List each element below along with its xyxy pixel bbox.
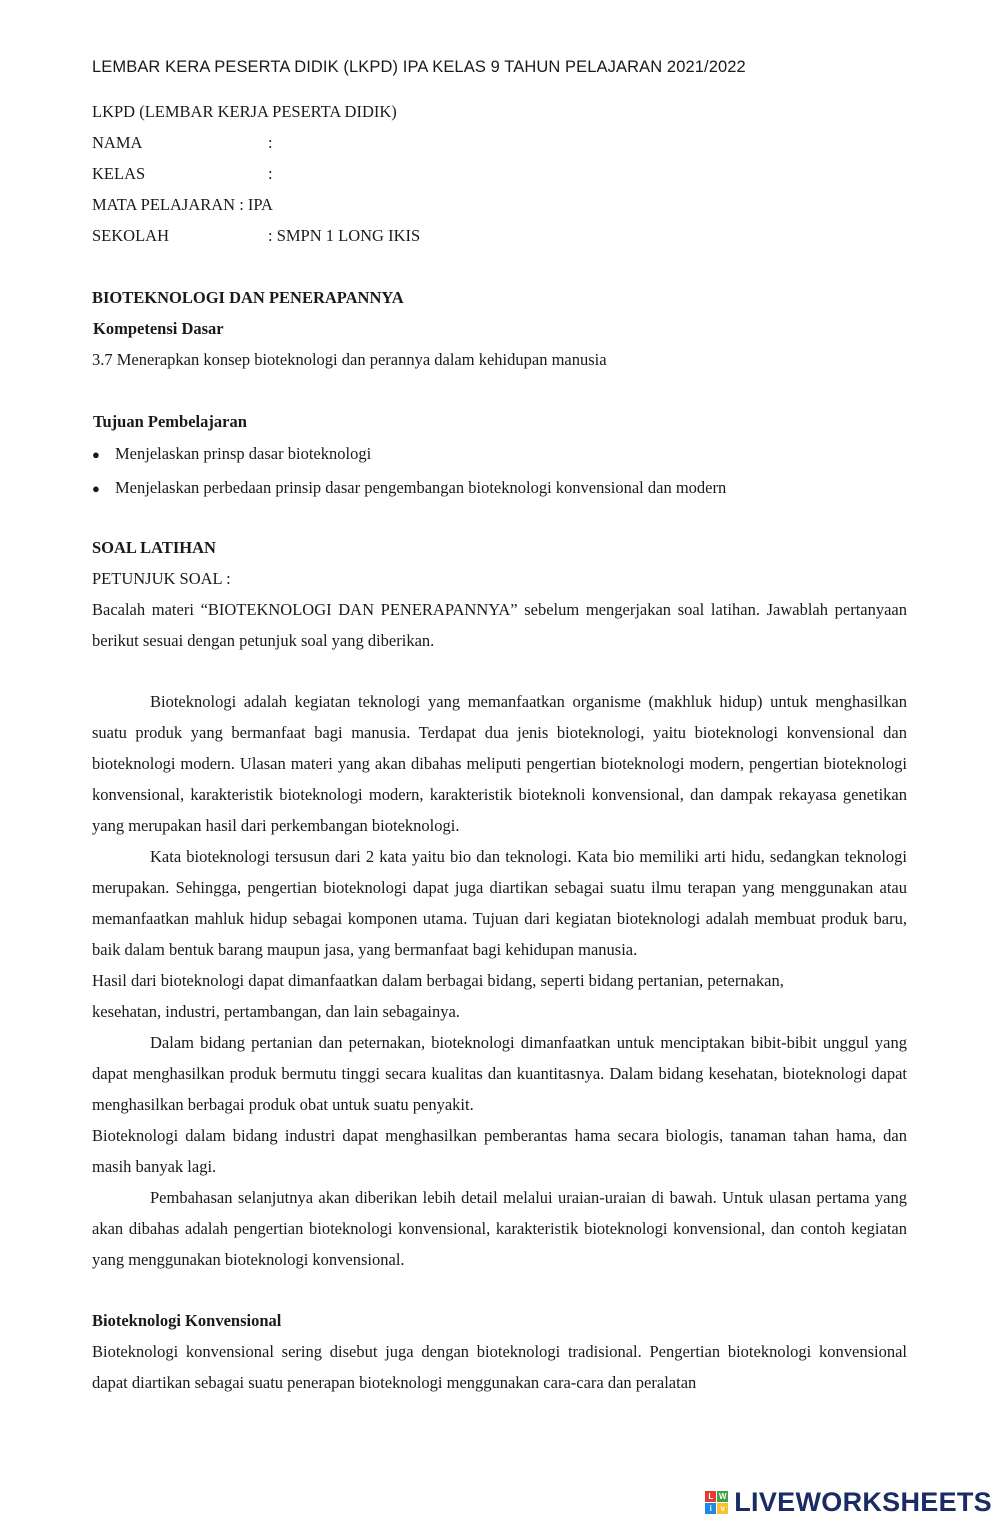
field-label-kelas: KELAS: [92, 164, 146, 183]
field-value-kelas: :: [268, 164, 273, 183]
material-body: [92, 686, 907, 1275]
conventional-heading: Bioteknologi Konvensional: [92, 1311, 282, 1330]
objective-item: Menjelaskan perbedaan prinsip dasar pengembangan bioteknologi konvensional dan modern: [115, 478, 727, 497]
instruction-paragraph: Bacalah materi “BIOTEKNOLOGI DAN PENERAPANNYA” sebelum mengerjakan soal latihan. Jawablah pertanyaan berikut sesuai dengan petunjuk soal yang diberikan.: [92, 600, 907, 650]
material-paragraph-3: Dalam bidang pertanian dan peternakan, bioteknologi dimanfaatkan untuk menciptakan bibit-bibit unggul yang dapat menghasilkan produk bermutu tinggi secara kualitas dan kuantitasnya. Dalam bidang kesehatan, bioteknologi dapat menghasilkan berbagai produk obat untuk suatu penyakit.: [92, 1033, 907, 1114]
kd-text: 3.7 Menerapkan konsep bioteknologi dan perannya dalam kehidupan manusia: [92, 350, 607, 369]
material-paragraph-2-cont: Hasil dari bioteknologi dapat dimanfaatkan dalam berbagai bidang, seperti bidang pertanian, peternakan,: [92, 971, 784, 990]
worksheet-header: LEMBAR KERA PESERTA DIDIK (LKPD) IPA KELAS 9 TAHUN PELAJARAN 2021/2022: [92, 58, 746, 76]
logo-tile: i: [705, 1503, 716, 1514]
kd-heading: Kompetensi Dasar: [93, 319, 224, 338]
logo-tile: v: [717, 1503, 728, 1514]
material-paragraph-5: Pembahasan selanjutnya akan diberikan lebih detail melalui uraian-uraian di bawah. Untuk ulasan pertama yang akan dibahas adalah pengertian bioteknologi konvensional, karakteristik bioteknologi konvensional, dan contoh kegiatan yang menggunakan bioteknologi konvensional.: [92, 1188, 907, 1269]
liveworksheets-logo: [705, 1487, 992, 1518]
field-label-mata-pelajaran: MATA PELAJARAN : IPA: [92, 195, 273, 214]
logo-tile: L: [705, 1491, 716, 1502]
conventional-paragraph: Bioteknologi konvensional sering disebut juga dengan bioteknologi tradisional. Pengertian bioteknologi konvensional dapat diartikan sebagai suatu penerapan bioteknologi menggunakan cara-cara dan peralatan: [92, 1342, 907, 1392]
material-paragraph-1: Bioteknologi adalah kegiatan teknologi yang memanfaatkan organisme (makhluk hidup) untuk menghasilkan suatu produk yang bermanfaat bagi manusia. Terdapat dua jenis bioteknologi, yaitu bioteknologi konvensional dan bioteknologi modern. Ulasan materi yang akan dibahas meliputi pengertian bioteknologi modern, pengertian bioteknologi konvensional, karakteristik bioteknologi modern, karakteristik bioteknoli konvensional, dan dampak rekayasa genetikan yang merupakan hasil dari perkembangan bioteknologi.: [92, 692, 907, 835]
liveworksheets-wordmark: LIVEWORKSHEETS: [734, 1487, 992, 1517]
material-paragraph-2: Kata bioteknologi tersusun dari 2 kata yaitu bio dan teknologi. Kata bio memiliki arti hidu, sedangkan teknologi merupakan. Sehingga, pengertian bioteknologi dapat juga diartikan sebagai suatu ilmu terapan yang menggunakan atau memanfaatkan mahluk hidup sebagai komponen utama. Tujuan dari kegiatan bioteknologi adalah membuat produk baru, baik dalam bentuk barang maupun jasa, yang bermanfaat bagi kehidupan manusia.: [92, 847, 907, 959]
field-value-nama: :: [268, 133, 273, 152]
topic-title: BIOTEKNOLOGI DAN PENERAPANNYA: [92, 288, 404, 307]
bullet-icon: ●: [92, 481, 100, 496]
instruction-label: PETUNJUK SOAL :: [92, 569, 231, 588]
field-value-sekolah: : SMPN 1 LONG IKIS: [268, 226, 421, 245]
bullet-icon: ●: [92, 447, 100, 462]
lkpd-title: LKPD (LEMBAR KERJA PESERTA DIDIK): [92, 102, 397, 121]
material-paragraph-2-end: kesehatan, industri, pertambangan, dan lain sebagainya.: [92, 1002, 460, 1021]
field-label-sekolah: SEKOLAH: [92, 226, 169, 245]
liveworksheets-mark-icon: [705, 1491, 728, 1514]
objective-item: Menjelaskan prinsp dasar bioteknologi: [115, 444, 372, 463]
conventional-body: [92, 1336, 907, 1398]
objectives-heading: Tujuan Pembelajaran: [93, 412, 247, 431]
material-paragraph-4: Bioteknologi dalam bidang industri dapat menghasilkan pemberantas hama secara biologis, tanaman tahan hama, dan masih banyak lagi.: [92, 1126, 907, 1176]
instruction-text: [92, 594, 907, 656]
exercise-heading: SOAL LATIHAN: [92, 538, 216, 557]
field-label-nama: NAMA: [92, 133, 143, 152]
logo-tile: W: [718, 1492, 727, 1501]
